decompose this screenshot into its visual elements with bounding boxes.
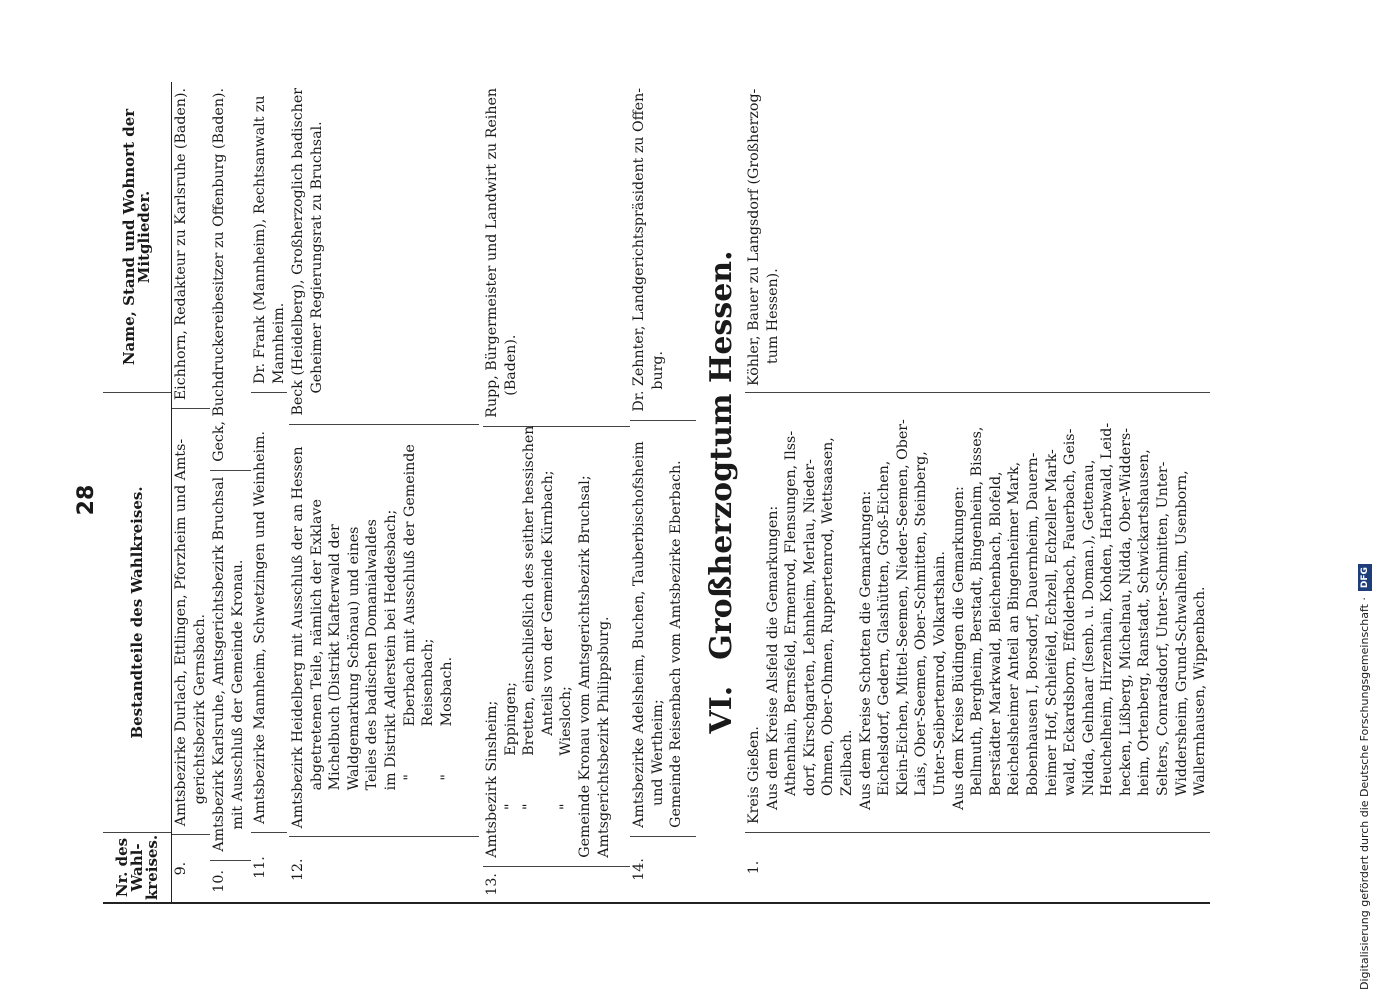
cell-nr: 11. — [251, 832, 287, 902]
text-line: Amtsbezirk Sinsheim; — [484, 700, 500, 858]
ditto-mark: " — [502, 803, 519, 810]
cell-nr: 10. — [210, 860, 251, 902]
cell-members — [745, 82, 1210, 392]
text-line: wald, Eckardsborn, Effolderbach, Fauerbach, Geis- — [1062, 428, 1079, 796]
text-line: Geck, Buchdruckereibesitzer zu Offenburg (Baden). — [211, 88, 227, 462]
text-line: Selters, Conradsdorf, Unter-Schmitten, Unter- — [1155, 461, 1172, 796]
text-line: Eichhorn, Redakteur zu Karlsruhe (Baden). — [173, 88, 189, 401]
funding-statement: Digitalisierung gefördert durch die Deutsche Forschungsgemeinschaft · — [1358, 597, 1371, 990]
text-line: abgetretenen Teile, nämlich der Exklave — [308, 499, 325, 791]
table-row — [210, 82, 251, 902]
text-line: (Baden). — [502, 334, 519, 396]
text-line: Widdersheim, Grund-Schwalheim, Usenborn, — [1173, 470, 1190, 796]
text-line: mit Ausschluß der Gemeinde Kronau. — [229, 559, 246, 830]
cell-components — [630, 420, 696, 836]
cell-members — [289, 82, 479, 424]
ditto-mark: " — [438, 774, 455, 781]
text-line: heimer Hof, Schleifeld, Echzell, Echzeller Mark- — [1043, 449, 1060, 796]
text-line: im Distrikt Adlerstein bei Heddesbach; — [382, 509, 399, 791]
cell-members — [483, 82, 630, 426]
section-heading — [696, 82, 745, 902]
text-line: Köhler, Bauer zu Langsdorf (Großherzog- — [746, 88, 762, 386]
section-title: Großherzogtum Hessen. — [704, 250, 739, 660]
dfg-logo-badge: DFG — [1358, 564, 1372, 591]
table-row — [287, 82, 479, 902]
text-line: Wiesloch; — [558, 686, 575, 756]
text-line: und Wertheim; — [649, 699, 666, 806]
table-row — [745, 82, 1210, 902]
text-line: Aus dem Kreise Alsfeld die Gemarkungen: — [764, 505, 781, 810]
text-line: burg. — [649, 350, 666, 390]
text-line: Wallernhausen, Wippenbach. — [1192, 586, 1209, 796]
text-line: Amtsbezirk Karlsruhe, Amtsgerichtsbezirk Bruchsal — [211, 476, 227, 852]
table-row — [172, 82, 210, 902]
cell-components — [483, 426, 630, 866]
text-line: Rupp, Bürgermeister und Landwirt zu Reihen — [484, 88, 500, 418]
text-line: Teiles des badischen Domanialwaldes — [364, 519, 381, 791]
text-line: Bellmuth, Bergheim, Berstadt, Bingenheim, Bisses, — [969, 426, 986, 796]
cell-members — [172, 82, 210, 408]
text-line: Eichelsdorf, Gedern, Glashütten, Groß-Eichen, — [876, 460, 893, 796]
text-line: Gemeinde Reisenbach vom Amtsbezirke Eberbach. — [668, 460, 685, 828]
digitization-note — [1352, 10, 1378, 990]
text-line: Amtsgerichtsbezirk Philippsburg. — [595, 616, 612, 858]
cell-members — [630, 82, 696, 420]
text-line: Unter-Seibertenrod, Volkartshain. — [931, 551, 948, 796]
ditto-mark: " — [521, 803, 538, 810]
text-line: Lais, Ober-Seemen, Ober-Schmitten, Steinberg, — [913, 451, 930, 796]
text-line: Amtsbezirk Heidelberg mit Ausschluß der an Hessen — [290, 446, 306, 829]
header-nr: Nr. des Wahl-kreises. — [103, 832, 171, 902]
cell-nr: 1. — [745, 832, 1210, 902]
text-line: Anteils von der Gemeinde Kürnbach; — [539, 470, 556, 736]
text-line: dorf, Kirschgarten, Lehnheim, Merlau, Nieder- — [801, 459, 818, 796]
cell-members — [210, 82, 251, 470]
table-header — [103, 82, 172, 902]
text-line: Mannheim. — [270, 302, 287, 384]
text-line: Aus dem Kreise Büdingen die Gemarkungen: — [950, 486, 967, 810]
text-line: Dr. Zehnter, Landgerichtspräsident zu Offen- — [631, 88, 647, 412]
text-line: Waldgemarkung Schönau) und eines — [345, 526, 362, 791]
text-line: Amtsbezirke Adelsheim, Buchen, Tauberbischofsheim — [631, 441, 647, 828]
text-line: Aus dem Kreise Schotten die Gemarkungen: — [857, 490, 874, 810]
table-row — [479, 82, 630, 902]
text-line: Bobenhausen I, Borsdorf, Dauernheim, Dauern- — [1024, 452, 1041, 796]
cell-components — [289, 424, 479, 837]
text-line: Amtsbezirke Mannheim, Schwetzingen und Weinheim. — [252, 431, 268, 824]
text-line: gerichtsbezirk Gernsbach. — [191, 613, 208, 805]
text-line: Gemeinde Kronau vom Amtsgerichtsbezirk Bruchsal; — [576, 475, 593, 858]
cell-components — [745, 392, 1210, 832]
text-line: tum Hessen). — [764, 268, 781, 364]
ditto-mark: " — [558, 803, 575, 810]
header-members: Name, Stand und Wohnort der Mitglieder. — [120, 108, 153, 366]
text-line: Amtsbezirke Durlach, Ettlingen, Pforzheim und Amts- — [173, 438, 189, 827]
text-line: Dr. Frank (Mannheim), Rechtsanwalt zu — [252, 95, 268, 384]
cell-components — [210, 470, 251, 860]
text-line: Michelbuch (Distrikt Klafterwald der — [327, 524, 344, 791]
text-line: Reisenbach; — [420, 638, 437, 727]
text-line: Reichelsheimer Anteil an Bingenheimer Mark, — [1006, 461, 1023, 796]
text-line: Ohmen, Ober-Ohmen, Ruppertenrod, Wettsaasen, — [820, 437, 837, 796]
text-line: Heuchelheim, Hirzenhain, Kohden, Harbwald, Leid- — [1099, 422, 1116, 796]
cell-nr: 14. — [630, 836, 696, 902]
text-line: Eppingen; — [502, 682, 519, 756]
text-line: Berstädter Markwald, Bleichenbach, Blofeld, — [987, 471, 1004, 796]
ditto-mark: " — [401, 774, 418, 781]
text-line: Kreis Gießen. — [746, 726, 762, 824]
text-line: Nidda, Gelnhaar (Isenb. u. Doman.), Gettenau, — [1080, 459, 1097, 796]
cell-nr: 9. — [172, 834, 210, 902]
text-line: hecken, Lißberg, Michelnau, Nidda, Ober-Widders- — [1117, 427, 1134, 796]
cell-members — [251, 82, 287, 392]
text-line: Geheimer Regierungsrat zu Bruchsal. — [308, 121, 325, 394]
text-line: Beck (Heidelberg), Großherzoglich badischer — [290, 88, 306, 416]
text-line: Eberbach mit Ausschluß der Gemeinde — [401, 444, 418, 727]
header-components: Bestandteile des Wahlkreises. — [103, 392, 171, 832]
page-number: 28 — [74, 484, 99, 516]
electoral-table — [103, 82, 1210, 904]
table-row — [251, 82, 287, 902]
text-line: Bretten, einschließlich des seither hessischen — [521, 425, 538, 756]
text-line: Athenhain, Bernsfeld, Ermenrod, Flensungen, Ilss- — [783, 430, 800, 796]
cell-nr: 13. — [483, 866, 630, 902]
cell-nr: 12. — [289, 836, 479, 902]
section-roman-numeral: VI. — [704, 685, 739, 734]
cell-components — [251, 392, 287, 832]
table-row — [630, 82, 696, 902]
text-line: Zeilbach. — [838, 729, 855, 796]
cell-components — [172, 408, 210, 834]
digitization-note-text — [1352, 10, 1378, 990]
text-line: heim, Ortenberg, Ranstadt, Schwickartshausen, — [1136, 449, 1153, 796]
text-line: Mosbach. — [438, 656, 455, 727]
text-line: Klein-Eichen, Mittel-Seemen, Nieder-Seemen, Ober- — [894, 419, 911, 796]
